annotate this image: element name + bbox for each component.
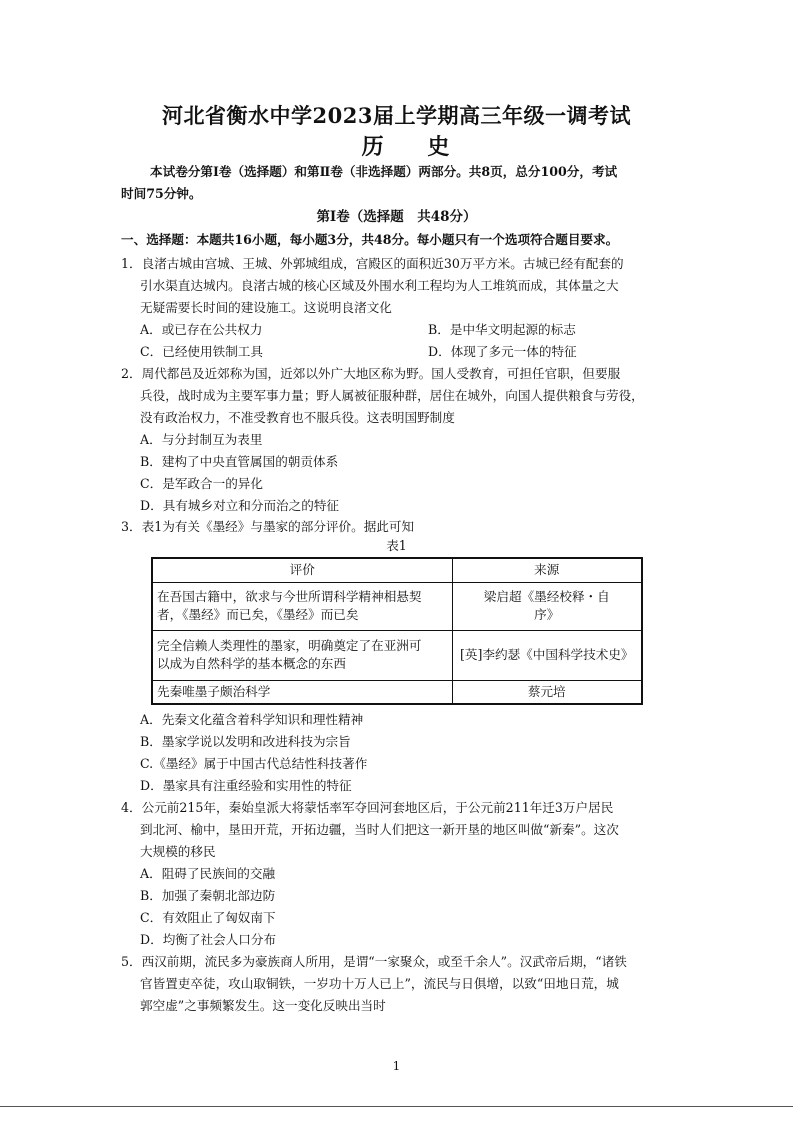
q3-option-a: A．先秦文化蕴含着科学知识和理性精神 [140,712,364,727]
q1-option-a: A．或已存在公共权力 [140,322,263,337]
source-cell [452,582,642,630]
source-cell: 蔡元培 [452,680,642,704]
table-row [152,582,642,630]
q4-option-d: D．均衡了社会人口分布 [140,932,277,947]
q2-option-c: C．是军政合一的异化 [140,476,263,491]
q4-option-c: C．有效阻止了匈奴南下 [140,910,276,925]
q1-stem-line-1: 1．良渚古城由宫城、王城、外郭城组成，宫殿区的面积近30万平方米。古城已经有配套的 [121,256,624,271]
evaluation-cell [152,582,452,630]
q2-option-d: D．具有城乡对立和分而治之的特征 [140,498,340,513]
q5-stem-line-3: 郭空虚”之事频繁发生。这一变化反映出当时 [140,998,386,1013]
q1-stem-line-3: 无疑需要长时间的建设施工。这说明良渚文化 [140,300,392,315]
q2-option-a: A．与分封制互为表里 [140,432,263,447]
q1-option-b: B．是中华文明起源的标志 [428,322,576,337]
exam-title: 河北省衡水中学2023届上学期高三年级一调考试 [162,103,631,128]
evaluation-cell: 先秦唯墨子颇治科学 [152,680,452,704]
q1-option-c: C．已经使用铁制工具 [140,344,263,359]
q3-option-d: D．墨家具有注重经验和实用性的特征 [140,778,352,793]
q3-option-c: C.《墨经》属于中国古代总结性科技著作 [140,756,368,771]
table-header-row [152,558,642,582]
q4-stem-line-3: 大规模的移民 [140,844,216,859]
source-text-line: [英]李约瑟《中国科学技术史》 [459,647,634,662]
q5-stem-line-1: 5．西汉前期，流民多为豪族商人所用，是谓“一家聚众，或至千余人”。汉武帝后期，“诸铁 [121,954,627,969]
q2-stem-line-3: 没有政治权力，不准受教育也不服兵役。这表明国野制度 [140,410,455,425]
section-instruction: 一、选择题：本题共16小题，每小题3分，共48分。每小题只有一个选项符合题目要求。 [121,232,619,247]
q4-option-a: A．阻碍了民族间的交融 [140,866,276,881]
source-text-line: 梁启超《墨经校释・自 [483,589,610,604]
intro-line-1: 本试卷分第Ⅰ卷（选择题）和第Ⅱ卷（非选择题）两部分。共8页，总分100分，考试 [150,164,618,179]
q2-option-b: B．建构了中央直管属国的朝贡体系 [140,454,339,469]
part1-title: 第Ⅰ卷（选择题 共48分） [316,209,477,225]
q2-stem-line-2: 兵役，战时成为主要军事力量；野人属被征服种群，居住在城外，向国人提供粮食与劳役， [140,388,644,403]
evaluation-cell [152,630,452,680]
q4-stem-line-2: 到北河、榆中，垦田开荒，开拓边疆，当时人们把这一新开垦的地区叫做“新秦”。这次 [140,822,619,837]
subject-title: 历 史 [361,134,468,160]
q4-stem-line-1: 4．公元前215年，秦始皇派大将蒙恬率军夺回河套地区后，于公元前211年迁3万户居民 [121,800,614,815]
evaluation-text-line: 者，《墨经》而已矣，《墨经》而已矣 [157,607,359,622]
q4-option-b: B．加强了秦朝北部边防 [140,888,276,903]
evaluation-text-line: 在吾国古籍中，欲求与今世所谓科学精神相悬契 [157,589,422,604]
intro-line-2: 时间75分钟。 [121,186,202,201]
evaluation-text-line: 完全信赖人类理性的墨家，明确奠定了在亚洲可 [157,638,422,653]
q1-option-d: D．体现了多元一体的特征 [428,344,577,359]
source-cell [452,630,642,680]
q2-stem-line-1: 2．周代都邑及近郊称为国，近郊以外广大地区称为野。国人受教育，可担任官职，但要服 [121,366,621,381]
table-row [152,680,642,704]
q3-option-b: B．墨家学说以发明和改进科技为宗旨 [140,734,351,749]
source-text-line: 序》 [534,607,560,622]
table-caption: 表1 [386,538,407,553]
evaluation-table [151,557,643,705]
header-evaluation: 评价 [152,558,452,582]
footer-divider [0,1106,793,1107]
q5-stem-line-2: 官皆置吏卒徒，攻山取铜铁，一岁功十万人已上”，流民与日俱增，以致“田地日荒，城 [140,976,619,991]
evaluation-text-line: 以成为自然科学的基本概念的东西 [157,656,346,671]
q3-stem-line-1: 3．表1为有关《墨经》与墨家的部分评价。据此可知 [121,519,415,534]
header-source: 来源 [452,558,642,582]
page-number: 1 [392,1059,401,1073]
table-row [152,630,642,680]
q1-stem-line-2: 引水渠直达城内。良渚古城的核心区域及外围水利工程均为人工堆筑而成，其体量之大 [140,278,619,293]
